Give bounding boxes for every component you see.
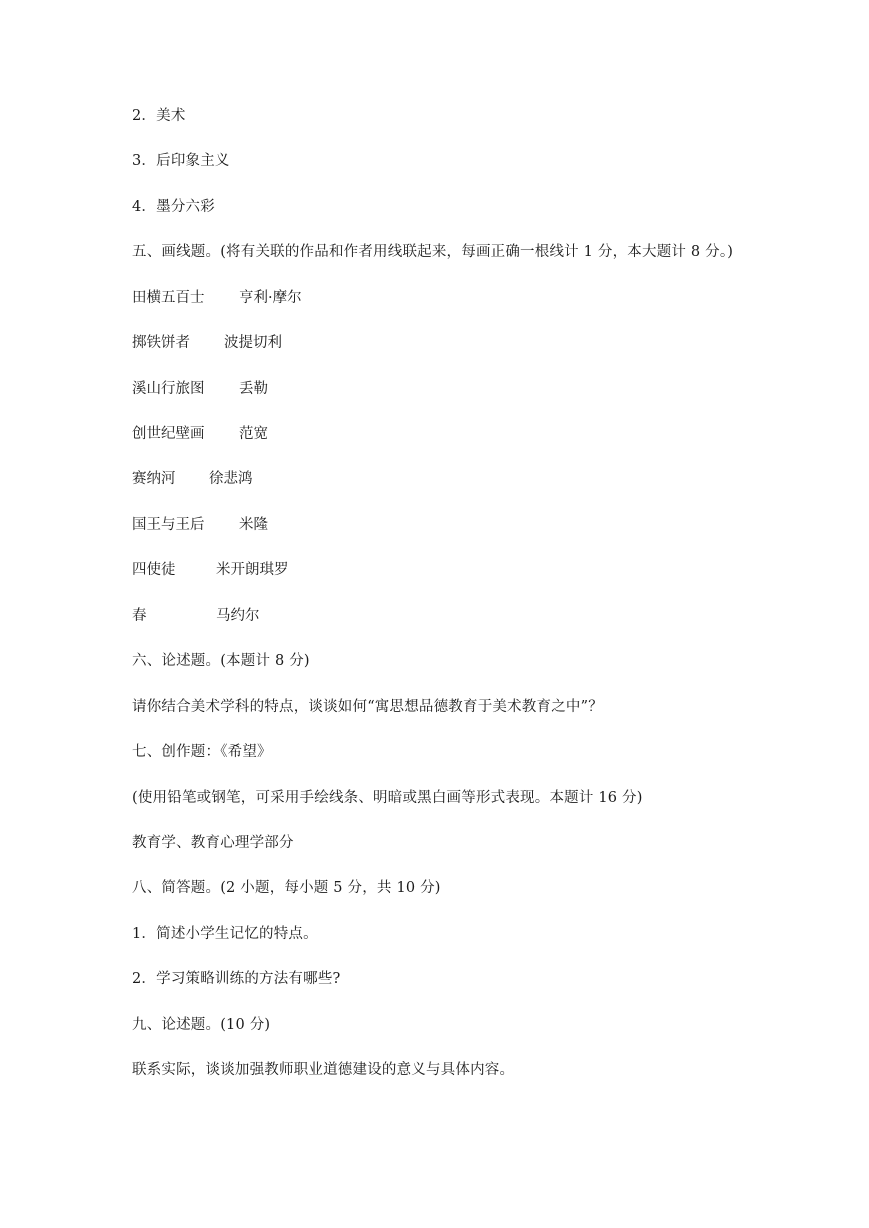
match-work: 创世纪壁画 (132, 426, 205, 442)
section-6-heading: 六、论述题。(本题计 8 分) (132, 653, 310, 669)
part-heading: 教育学、教育心理学部分 (132, 835, 294, 851)
section-8-question-1: 1．简述小学生记忆的特点。 (132, 926, 318, 942)
match-work: 掷铁饼者 (132, 335, 190, 351)
match-author: 丢勒 (239, 381, 268, 397)
match-author: 波提切利 (224, 335, 282, 351)
match-author: 米开朗琪罗 (216, 562, 289, 578)
match-work: 田横五百士 (132, 290, 205, 306)
match-work: 溪山行旅图 (132, 381, 205, 397)
match-work: 四使徒 (132, 562, 176, 578)
match-author: 亨利·摩尔 (239, 290, 302, 306)
section-8-question-2: 2．学习策略训练的方法有哪些? (132, 971, 341, 987)
section-8-heading: 八、简答题。(2 小题，每小题 5 分，共 10 分) (132, 880, 441, 896)
section-7-heading: 七、创作题：《希望》 (132, 744, 272, 760)
match-work: 国王与王后 (132, 517, 205, 533)
section-7-instruction: (使用铅笔或钢笔，可采用手绘线条、明暗或黑白画等形式表现。本题计 16 分) (132, 790, 643, 806)
match-author: 范宽 (239, 426, 268, 442)
match-author: 马约尔 (216, 608, 260, 624)
answer-item-4: 4．墨分六彩 (132, 199, 215, 215)
section-6-question: 请你结合美术学科的特点，谈谈如何“寓思想品德教育于美术教育之中”？ (132, 699, 603, 715)
match-author: 徐悲鸿 (209, 471, 253, 487)
section-9-question: 联系实际，谈谈加强教师职业道德建设的意义与具体内容。 (132, 1062, 515, 1078)
answer-item-3: 3．后印象主义 (132, 153, 230, 169)
match-work: 春 (132, 608, 147, 624)
match-author: 米隆 (239, 517, 268, 533)
section-9-heading: 九、论述题。(10 分) (132, 1017, 271, 1033)
match-work: 赛纳河 (132, 471, 176, 487)
section-5-heading: 五、画线题。(将有关联的作品和作者用线联起来，每画正确一根线计 1 分，本大题计 8 分。) (132, 244, 734, 260)
answer-item-2: 2．美术 (132, 108, 186, 124)
